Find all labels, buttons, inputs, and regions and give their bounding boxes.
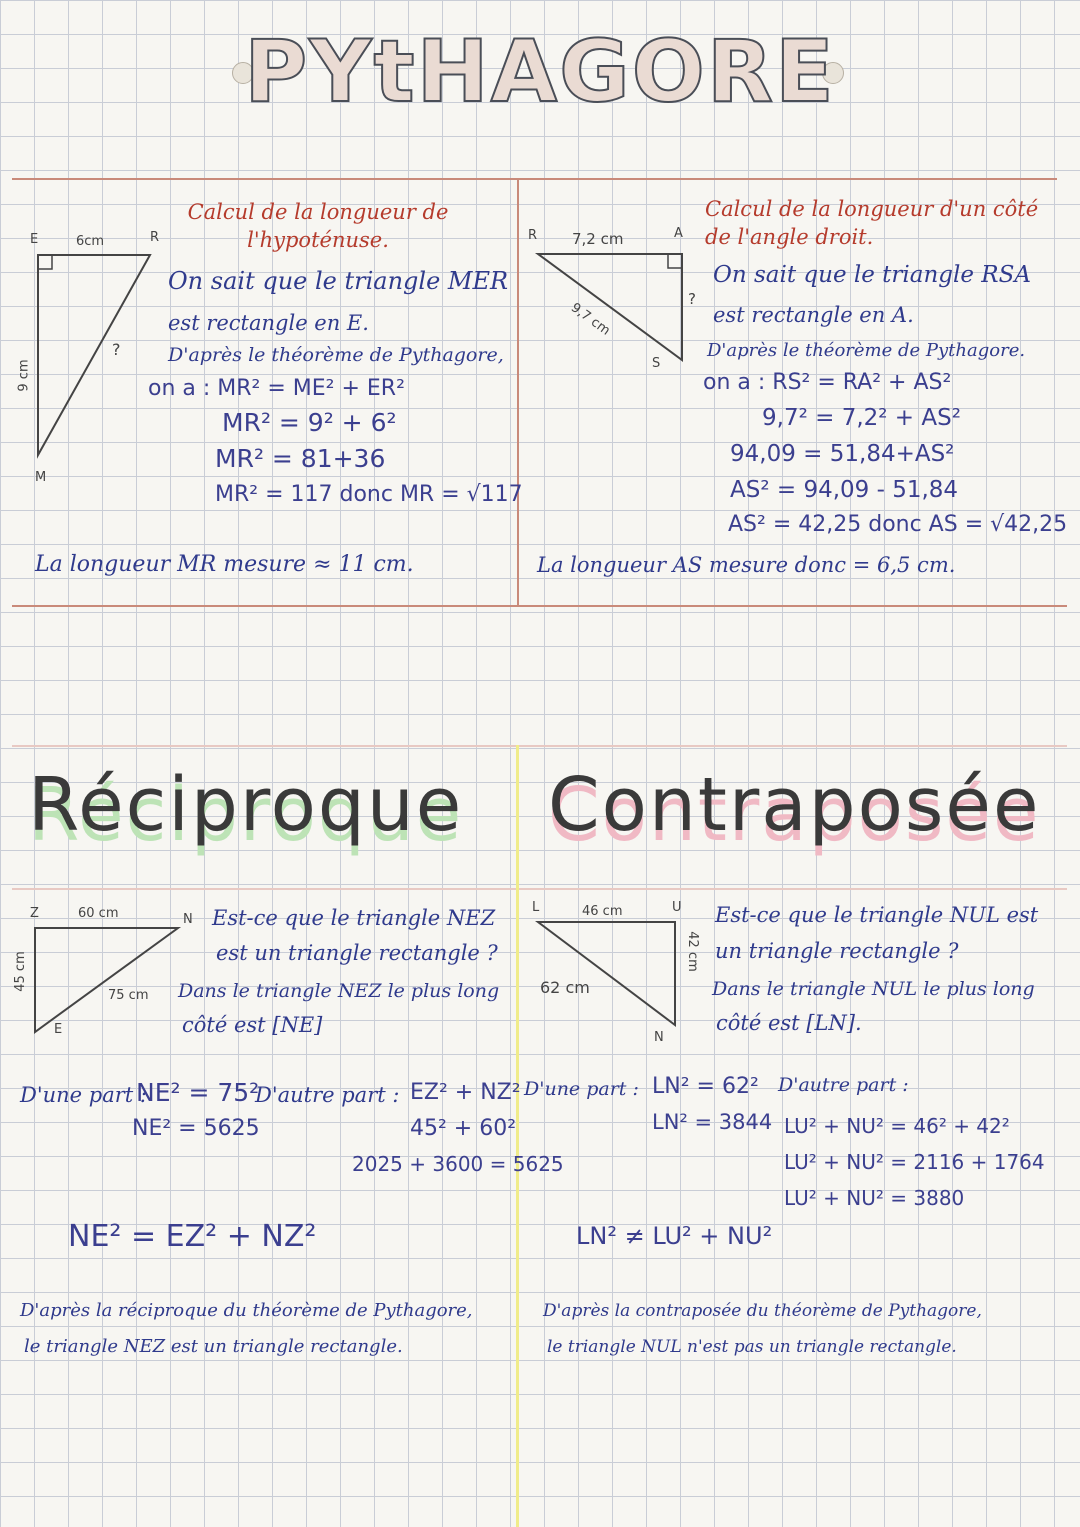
reciprocal-longest-1: Dans le triangle NEZ le plus long bbox=[178, 980, 500, 1002]
leg-line-5: 9,7² = 7,2² + AS² bbox=[762, 405, 961, 431]
contrapositive-longest-2: côté est [LN]. bbox=[716, 1011, 862, 1035]
reciprocal-part1-line-2: NE² = 5625 bbox=[132, 1116, 260, 1141]
side-zn-label: 60 cm bbox=[78, 906, 119, 921]
reciprocal-part2-line-2: 45² + 60² bbox=[410, 1116, 517, 1141]
vertex-e-label: E bbox=[54, 1022, 63, 1037]
side-ze-label: 45 cm bbox=[12, 951, 28, 992]
reciprocal-part1-label: D'une part : bbox=[20, 1083, 147, 1107]
triangle-nul-figure bbox=[0, 0, 1, 1]
side-lu-label: 46 cm bbox=[582, 904, 623, 919]
hypotenuse-line-6: MR² = 81+36 bbox=[215, 444, 386, 473]
contrapositive-question-2: un triangle rectangle ? bbox=[715, 939, 959, 963]
page-title: PYtHAGORE bbox=[244, 22, 836, 122]
leg-line-7: AS² = 94,09 - 51,84 bbox=[730, 477, 959, 503]
contrapositive-heading: Contraposée bbox=[548, 762, 1041, 848]
bottom-section-rule bbox=[12, 605, 1067, 607]
contrapositive-part2-line-2: LU² + NU² = 2116 + 1764 bbox=[784, 1150, 1045, 1174]
reciprocal-question-2: est un triangle rectangle ? bbox=[216, 941, 498, 965]
vertex-n-label: N bbox=[654, 1030, 664, 1045]
side-rs-label: 9,7 cm bbox=[567, 300, 613, 339]
reciprocal-heading: Réciproque bbox=[28, 762, 464, 848]
reciprocal-conclusion-1: D'après la réciproque du théorème de Pythagore, bbox=[20, 1300, 473, 1321]
hypotenuse-line-2: est rectangle en E. bbox=[168, 311, 369, 335]
side-ra-label: 7,2 cm bbox=[572, 230, 624, 248]
section-divider bbox=[517, 178, 519, 606]
contrapositive-conclusion-1: D'après la contraposée du théorème de Pythagore, bbox=[543, 1301, 982, 1321]
vertex-m-label: M bbox=[35, 470, 47, 485]
side-un-label: 42 cm bbox=[684, 931, 700, 972]
vertex-z-label: Z bbox=[30, 906, 39, 921]
hypotenuse-line-5: MR² = 9² + 6² bbox=[222, 408, 397, 437]
contrapositive-part2-line-3: LU² + NU² = 3880 bbox=[784, 1186, 965, 1210]
vertex-s-label: S bbox=[652, 356, 661, 371]
reciprocal-longest-2: côté est [NE] bbox=[182, 1013, 323, 1037]
vertex-r-label: R bbox=[150, 230, 160, 245]
leg-line-2: est rectangle en A. bbox=[713, 303, 914, 327]
contrapositive-inequality: LN² ≠ LU² + NU² bbox=[576, 1222, 773, 1250]
side-em-label: 9 cm bbox=[16, 359, 32, 392]
reciprocal-part2-line-1: EZ² + NZ² bbox=[410, 1080, 521, 1105]
hypotenuse-line-7: MR² = 117 donc MR = √117 bbox=[215, 482, 523, 507]
hypotenuse-conclusion: La longueur MR mesure ≈ 11 cm. bbox=[35, 552, 414, 577]
contrapositive-part1-label: D'une part : bbox=[524, 1078, 639, 1100]
contrapositive-conclusion-2: le triangle NUL n'est pas un triangle rectangle. bbox=[547, 1337, 957, 1357]
leg-line-4: on a : RS² = RA² + AS² bbox=[703, 370, 952, 395]
reciprocal-part2-line-3: 2025 + 3600 = 5625 bbox=[352, 1152, 564, 1176]
side-ln-label: 62 cm bbox=[540, 978, 590, 997]
contrapositive-question-1: Est-ce que le triangle NUL est bbox=[715, 903, 1039, 927]
vertex-r-label: R bbox=[528, 228, 538, 243]
contrapositive-part1-line-1: LN² = 62² bbox=[652, 1074, 759, 1099]
leg-conclusion: La longueur AS mesure donc = 6,5 cm. bbox=[537, 553, 956, 577]
leg-line-1: On sait que le triangle RSA bbox=[713, 262, 1031, 288]
contrapositive-part2-label: D'autre part : bbox=[778, 1074, 909, 1096]
hypotenuse-line-3: D'après le théorème de Pythagore, bbox=[168, 344, 504, 366]
vertex-a-label: A bbox=[674, 226, 683, 241]
leg-heading: Calcul de la longueur d'un côté de l'angle droit. bbox=[705, 197, 1039, 249]
hypotenuse-line-4: on a : MR² = ME² + ER² bbox=[148, 376, 405, 401]
reciprocal-part2-label: D'autre part : bbox=[255, 1083, 400, 1107]
top-section-rule bbox=[12, 178, 1057, 180]
reciprocal-question-1: Est-ce que le triangle NEZ bbox=[212, 906, 496, 930]
leg-line-8: AS² = 42,25 donc AS = √42,25 bbox=[728, 512, 1068, 537]
vertex-u-label: U bbox=[672, 900, 682, 915]
side-mr-label: ? bbox=[112, 340, 121, 359]
side-er-label: 6cm bbox=[76, 234, 105, 249]
contrapositive-part1-line-2: LN² = 3844 bbox=[652, 1110, 773, 1134]
lower-top-rule bbox=[12, 745, 1067, 747]
lower-divider bbox=[516, 745, 519, 1527]
reciprocal-equality: NE² = EZ² + NZ² bbox=[68, 1219, 317, 1254]
reciprocal-part1-line-1: NE² = 75² bbox=[136, 1078, 260, 1107]
contrapositive-part2-line-1: LU² + NU² = 46² + 42² bbox=[784, 1114, 1010, 1138]
vertex-e-label: E bbox=[30, 232, 39, 247]
leg-line-3: D'après le théorème de Pythagore. bbox=[707, 340, 1026, 361]
leg-line-6: 94,09 = 51,84+AS² bbox=[730, 441, 955, 467]
contrapositive-longest-1: Dans le triangle NUL le plus long bbox=[712, 978, 1035, 1000]
vertex-n-label: N bbox=[183, 912, 193, 927]
reciprocal-conclusion-2: le triangle NEZ est un triangle rectangle. bbox=[24, 1336, 403, 1357]
hypotenuse-line-1: On sait que le triangle MER bbox=[168, 267, 509, 295]
vertex-l-label: L bbox=[532, 900, 540, 915]
side-as-label: ? bbox=[688, 290, 696, 308]
lower-mid-rule bbox=[12, 888, 1067, 890]
side-ne-label: 75 cm bbox=[108, 988, 149, 1003]
hypotenuse-heading: Calcul de la longueur de l'hypoténuse. bbox=[187, 200, 449, 252]
